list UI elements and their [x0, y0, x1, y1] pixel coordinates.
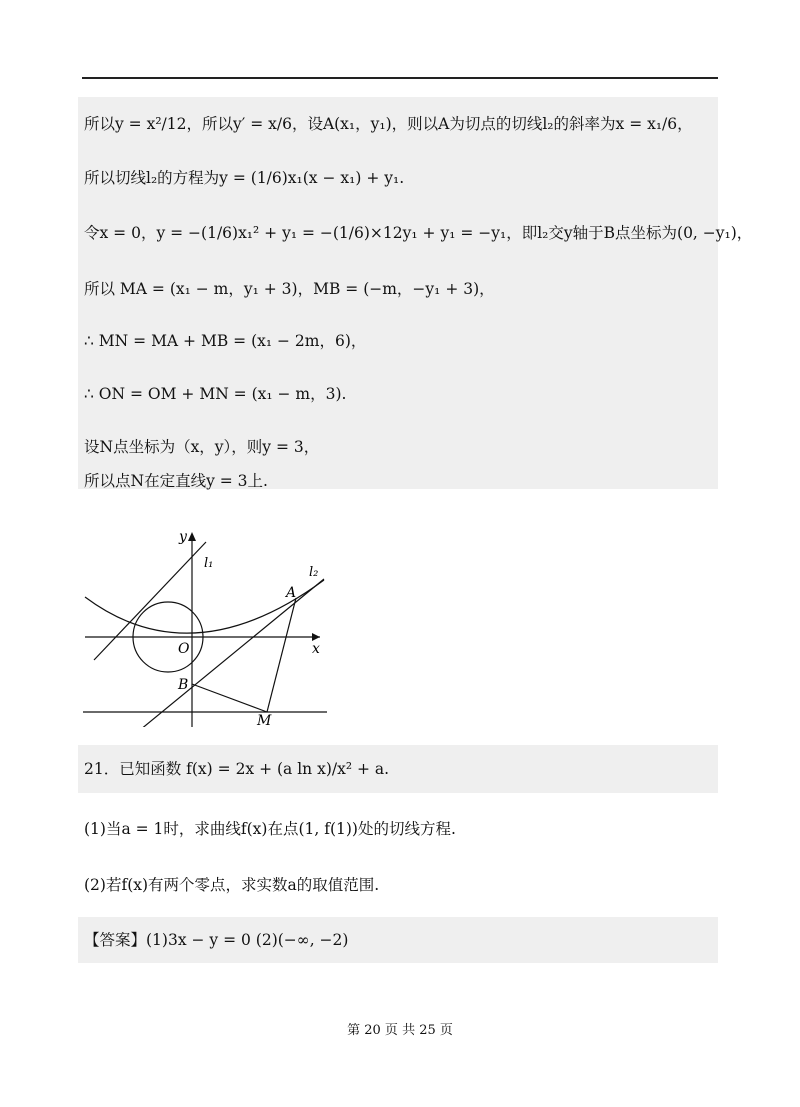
problem-part-2: (2)若f(x)有两个零点，求实数a的取值范围.: [84, 876, 380, 894]
solution-line-2: 所以切线l₂的方程为y = (1/6)x₁(x − x₁) + y₁.: [84, 169, 405, 187]
line-l2: [140, 579, 324, 727]
x-axis-arrow: [312, 633, 320, 641]
solution-line-7: 设N点坐标为（x，y），则y = 3，: [84, 438, 320, 456]
label-M: M: [257, 713, 272, 727]
label-B: B: [178, 677, 189, 693]
label-O: O: [178, 641, 190, 657]
problem-stem: 21．已知函数 f(x) = 2x + (a ln x)/x² + a.: [84, 760, 390, 778]
segment-BM: [192, 684, 267, 712]
y-axis-arrow: [188, 532, 196, 541]
solution-line-8: 所以点N在定直线y = 3上.: [84, 472, 268, 490]
label-A: A: [286, 585, 297, 601]
solution-line-5: ∴ MN = MA + MB = (x₁ − 2m，6)，: [84, 332, 367, 350]
solution-line-6: ∴ ON = OM + MN = (x₁ − m，3).: [84, 385, 347, 403]
header-rule: [82, 77, 718, 79]
label-l1: l₁: [204, 556, 214, 571]
problem-part-1: (1)当a = 1时，求曲线f(x)在点(1, f(1))处的切线方程.: [84, 820, 456, 838]
label-y: y: [179, 529, 187, 545]
page-footer: 第 20 页 共 25 页: [347, 1023, 453, 1038]
geometry-figure: [80, 527, 330, 727]
solution-line-4: 所以 MA = (x₁ − m，y₁ + 3)，MB = (−m，−y₁ + 3)，: [84, 280, 495, 298]
solution-line-1: 所以y = x²/12，所以y′ = x/6，设A(x₁，y₁)，则以A为切点的切线l₂的斜率为x = x₁/6，: [84, 115, 693, 133]
answer-line: 【答案】(1)3x − y = 0 (2)(−∞, −2): [84, 931, 349, 949]
solution-line-3: 令x = 0，y = −(1/6)x₁² + y₁ = −(1/6)×12y₁ + y₁ = −y₁，即l₂交y轴于B点坐标为(0, −y₁)，: [84, 224, 753, 242]
label-l2: l₂: [309, 565, 319, 580]
segment-AM: [267, 598, 296, 712]
label-x: x: [312, 641, 320, 657]
